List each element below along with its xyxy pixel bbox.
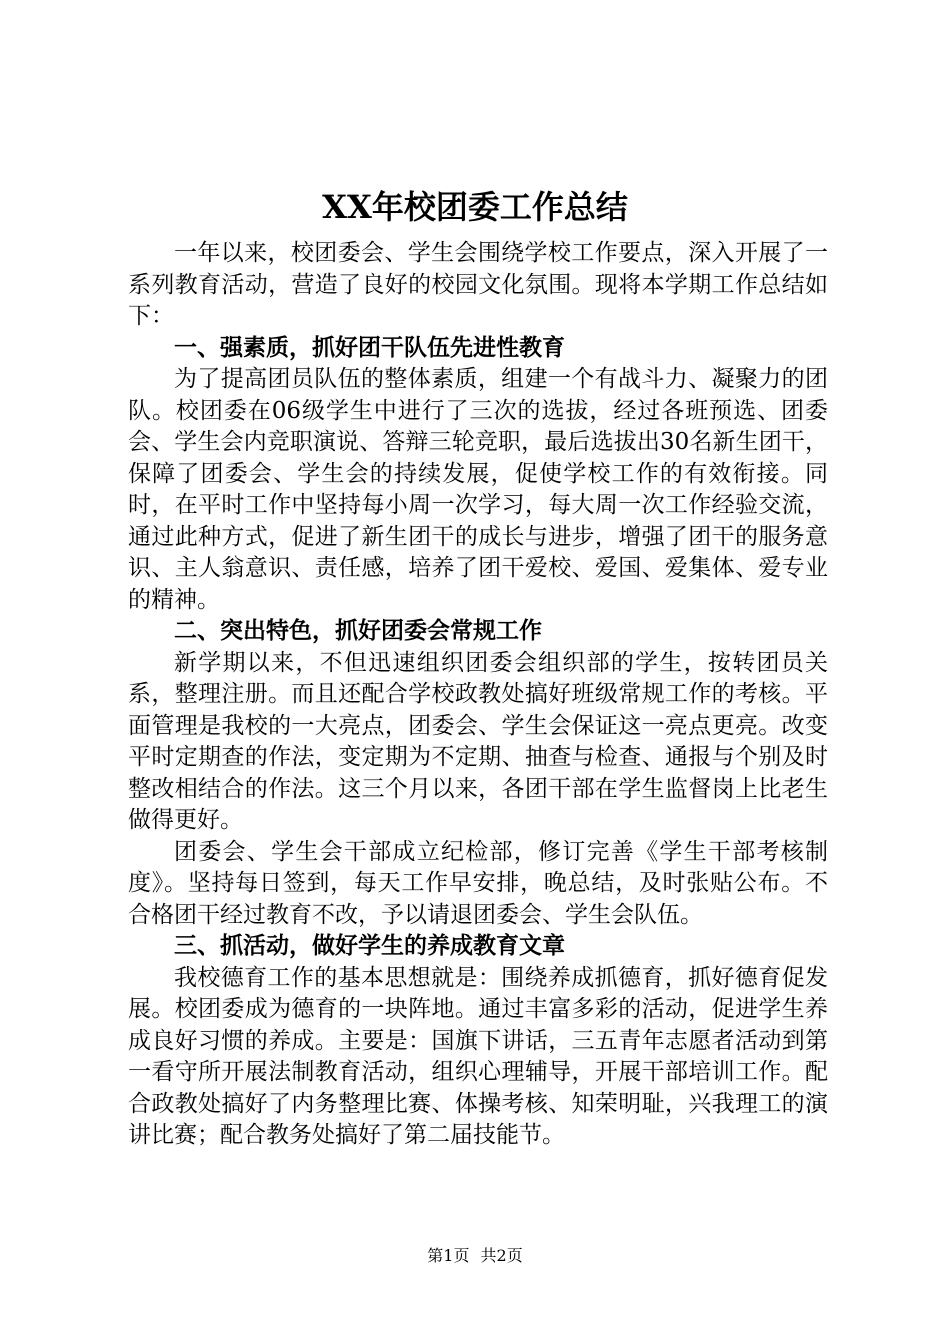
section-heading: 一、强素质，抓好团干队伍先进性教育: [174, 334, 565, 361]
page-number: 第1页: [427, 1246, 470, 1265]
document-body: [128, 238, 828, 1152]
intro-paragraph: 一年以来，校团委会、学生会围绕学校工作要点，深入开展了一系列教育活动，营造了良好的校园文化氛围。现将本学期工作总结如下：: [128, 240, 828, 329]
section-3: [128, 931, 828, 1152]
section-heading: 二、突出特色，抓好团委会常规工作: [174, 618, 542, 644]
section-heading: 三、抓活动，做好学生的养成教育文章: [174, 933, 565, 959]
section-paragraph: 为了提高团员队伍的整体素质，组建一个有战斗力、凝聚力的团队。校团委在06级学生中进行了三次的选拔，经过各班预选、团委会、学生会内竞职演说、答辩三轮竞职，最后选拔出30名新生团干，保障了团委会、学生会的持续发展，促使学校工作的有效衔接。同时，在平时工作中坚持每小周一次学习，每大周一次工作经验交流，通过此种方式，促进了新生团干的成长与进步，增强了团干的服务意识、主人翁意识、责任感，培养了团干爱校、爱国、爱集体、爱专业的精神。: [128, 366, 828, 613]
section-2: [128, 616, 828, 931]
section-paragraph: 团委会、学生会干部成立纪检部，修订完善《学生干部考核制度》。坚持每日签到，每天工作早安排，晚总结，及时张贴公布。不合格团干经过教育不改，予以请退团委会、学生会队伍。: [128, 838, 828, 928]
document-title: XX年校团委工作总结: [322, 188, 628, 226]
page-footer: [0, 1246, 950, 1266]
section-paragraph: 我校德育工作的基本思想就是：围绕养成抓德育，抓好德育促发展。校团委成为德育的一块阵地。通过丰富多彩的活动，促进学生养成良好习惯的养成。主要是：国旗下讲话，三五青年志愿者活动到第一看守所开展法制教育活动，组织心理辅导，开展干部培训工作。配合政教处搞好了内务整理比赛、体操考核、知荣明耻，兴我理工的演讲比赛；配合教务处搞好了第二届技能节。: [128, 964, 828, 1148]
page-total: 共2页: [480, 1246, 523, 1265]
section-paragraph: 新学期以来，不但迅速组织团委会组织部的学生，按转团员关系，整理注册。而且还配合学校政教处搞好班级常规工作的考核。平面管理是我校的一大亮点，团委会、学生会保证这一亮点更亮。改变平时定期查的作法，变定期为不定期、抽查与检查、通报与个别及时整改相结合的作法。这三个月以来，各团干部在学生监督岗上比老生做得更好。: [128, 649, 828, 833]
section-1: [128, 333, 828, 617]
